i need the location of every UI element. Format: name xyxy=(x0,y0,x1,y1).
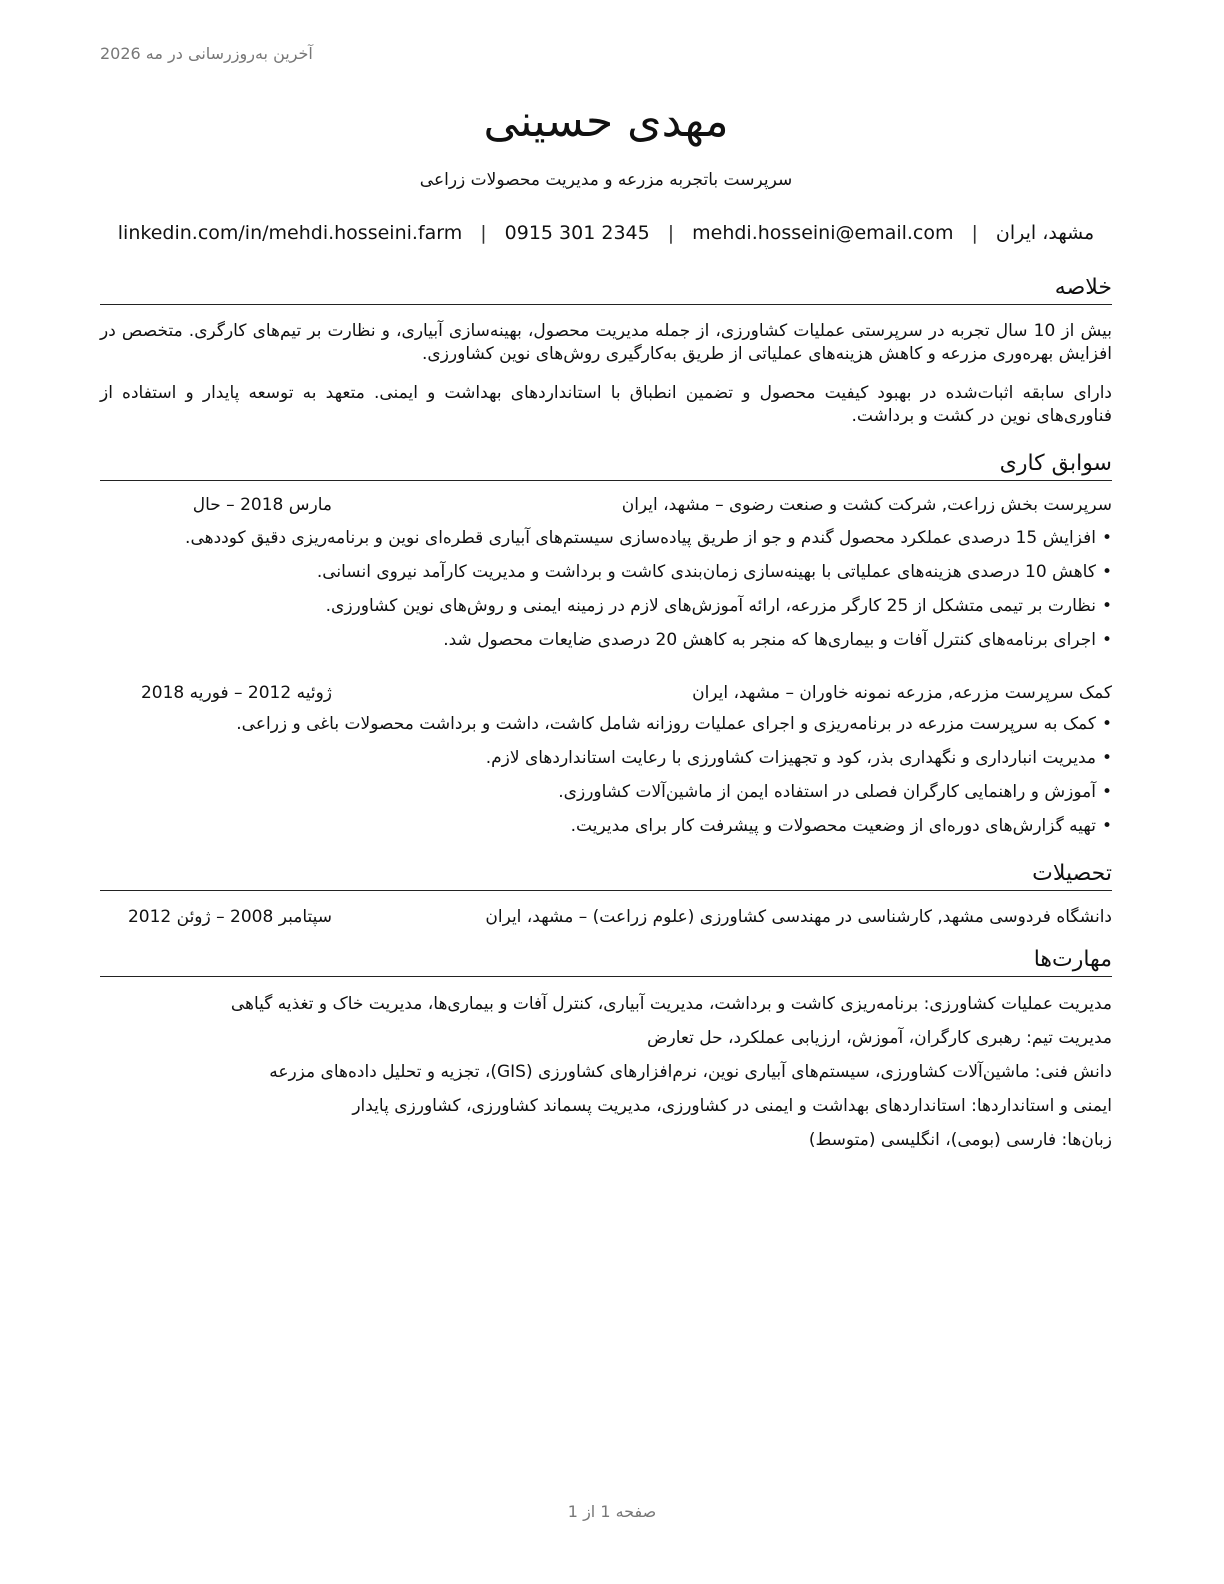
list-item: •مدیریت انبارداری و نگهداری بذر، کود و تجهیزات کشاورزی با رعایت استانداردهای لازم. xyxy=(485,748,1112,768)
section-title-skills: مهارت‌ها xyxy=(100,946,1112,977)
job-dates: مارس 2018 – حال xyxy=(192,495,332,515)
bullet-icon: • xyxy=(1101,748,1112,768)
skills-list xyxy=(100,992,1112,1162)
contact-separator: | xyxy=(971,222,978,244)
summary-paragraph: دارای سابقه اثبات‌شده در بهبود کیفیت محصول و تضمین انطباق با استانداردهای بهداشت و ایمنی. متعهد به توسعه پایدار و استفاده از فناوری‌های نوین در کشت و برداشت. xyxy=(100,383,1112,426)
summary-paragraph: بیش از 10 سال تجربه در سرپرستی عملیات کشاورزی، از جمله مدیریت محصول، بهینه‌سازی آبیاری، و نظارت بر تیم‌های کارگری. متخصص در افزایش بهره‌وری مزرعه و کاهش هزینه‌های عملیاتی از طریق به‌کارگیری روش‌های نوین کشاورزی. xyxy=(100,321,1112,364)
list-item: مدیریت عملیات کشاورزی: برنامه‌ریزی کاشت و برداشت، مدیریت آبیاری، کنترل آفات و بیماری‌ها، مدیریت خاک و تغذیه گیاهی xyxy=(230,994,1112,1014)
section-title-summary: خلاصه xyxy=(100,274,1112,305)
contact-line xyxy=(100,222,1112,244)
bullet-icon: • xyxy=(1101,562,1112,582)
list-item: •افزایش 15 درصدی عملکرد محصول گندم و جو از طریق پیاده‌سازی سیستم‌های آبیاری قطره‌ای نوین و برنامه‌ریزی دقیق کوددهی. xyxy=(185,528,1112,548)
list-item: مدیریت تیم: رهبری کارگران، آموزش، ارزیابی عملکرد، حل تعارض xyxy=(646,1028,1112,1048)
list-item: •آموزش و راهنمایی کارگران فصلی در استفاده ایمن از ماشین‌آلات کشاورزی. xyxy=(558,782,1112,802)
list-item: •کاهش 10 درصدی هزینه‌های عملیاتی با بهینه‌سازی زمان‌بندی کاشت و برداشت و مدیریت کارآمد نیروی انسانی. xyxy=(316,562,1112,582)
contact-separator: | xyxy=(480,222,487,244)
contact-linkedin[interactable]: linkedin.com/in/mehdi.hosseini.farm xyxy=(117,222,463,244)
candidate-name: مهدی حسینی xyxy=(483,96,729,147)
section-title-experience: سوابق کاری xyxy=(100,450,1112,481)
job-title: سرپرست بخش زراعت, شرکت کشت و صنعت رضوی – مشهد، ایران xyxy=(621,495,1112,515)
contact-email[interactable]: mehdi.hosseini@email.com xyxy=(692,222,954,244)
bullet-icon: • xyxy=(1101,630,1112,650)
bullet-icon: • xyxy=(1101,596,1112,616)
contact-location: مشهد، ایران xyxy=(995,222,1095,244)
candidate-tagline: سرپرست باتجربه مزرعه و مدیریت محصولات زراعی xyxy=(419,170,793,190)
list-item: •نظارت بر تیمی متشکل از 25 کارگر مزرعه، ارائه آموزش‌های لازم در زمینه ایمنی و روش‌های نوین کشاورزی. xyxy=(325,596,1112,616)
list-item: •کمک به سرپرست مزرعه در برنامه‌ریزی و اجرای عملیات روزانه شامل کاشت، داشت و برداشت محصولات باغی و زراعی. xyxy=(236,714,1112,734)
page-number: صفحه 1 از 1 xyxy=(567,1502,657,1521)
job-dates: ژوئیه 2012 – فوریه 2018 xyxy=(140,683,332,703)
contact-separator: | xyxy=(667,222,675,244)
education-dates: سپتامبر 2008 – ژوئن 2012 xyxy=(127,907,332,927)
list-item: •تهیه گزارش‌های دوره‌ای از وضعیت محصولات و پیشرفت کار برای مدیریت. xyxy=(570,816,1112,836)
section-title-education: تحصیلات xyxy=(100,860,1112,891)
job-bullet-list xyxy=(100,526,1112,662)
education-degree: دانشگاه فردوسی مشهد, کارشناسی در مهندسی کشاورزی (علوم زراعت) – مشهد، ایران xyxy=(485,907,1112,927)
last-updated-note: آخرین به‌روزرسانی در مه 2026 xyxy=(100,44,313,63)
list-item: دانش فنی: ماشین‌آلات کشاورزی، سیستم‌های آبیاری نوین، نرم‌افزارهای کشاورزی (GIS)، تجزیه و تحلیل داده‌های مزرعه xyxy=(269,1062,1112,1082)
resume-page xyxy=(100,0,1112,1584)
job-bullet-list xyxy=(100,712,1112,848)
list-item: ایمنی و استانداردها: استانداردهای بهداشت و ایمنی در کشاورزی، مدیریت پسماند کشاورزی، کشاورزی پایدار xyxy=(352,1096,1112,1116)
bullet-icon: • xyxy=(1101,782,1112,802)
contact-phone: 0915 301 2345 xyxy=(504,222,650,244)
list-item: زبان‌ها: فارسی (بومی)، انگلیسی (متوسط) xyxy=(808,1130,1112,1150)
bullet-icon: • xyxy=(1101,528,1112,548)
list-item: •اجرای برنامه‌های کنترل آفات و بیماری‌ها که منجر به کاهش 20 درصدی ضایعات محصول شد. xyxy=(443,630,1112,650)
bullet-icon: • xyxy=(1101,714,1112,734)
bullet-icon: • xyxy=(1101,816,1112,836)
job-title: کمک سرپرست مزرعه, مزرعه نمونه خاوران – مشهد، ایران xyxy=(692,683,1112,703)
